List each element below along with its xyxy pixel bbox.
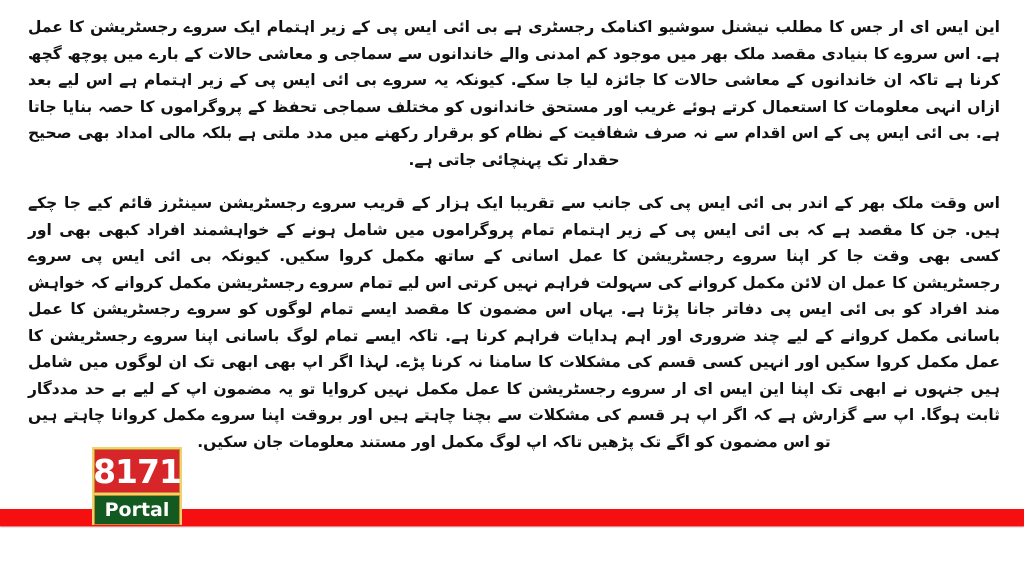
article-paragraph-2: اس وقت ملک بھر کے اندر بی ائی ایس پی کی جانب سے تقریبا ایک ہزار کے قریب سروے رجسٹریشن سینٹرز قائم کیے جا چکے ہیں. جن کا مقصد ہے کہ بی ائی ایس پی کے زیر اہتمام تمام پروگراموں میں شامل ہونے کے خواہشمند افراد کبھی بھی اور کسی بھی وقت جا کر اپنا سروے رجسٹریشن کا عمل اسانی کے ساتھ مکمل کروا سکیں. کیونکہ بی ائی ایس پی سروے رجسٹریشن کا عمل ان لائن مکمل کروانے کی سہولت فراہم نہیں کرتی اس لیے تمام سروے رجسٹریشن مکمل کروانے کہ خواہش مند افراد کو بی ائی ایس پی دفاتر جانا پڑتا ہے. یہاں اس مضمون کا مقصد ایسے تمام لوگوں کو سروے رجسٹریشن کا عمل باسانی مکمل کروانے کے لیے چند ضروری اور اہم ہدایات فراہم کرنا ہے. تاکہ ایسے تمام لوگ باسانی اپنا سروے رجسٹریشن کا عمل مکمل کروا سکیں اور انہیں کسی قسم کی مشکلات کا سامنا نہ کرنا پڑے. لہذا اگر اپ بھی ابھی تک ان لوگوں میں شامل ہیں جنہوں نے ابھی تک اپنا این ایس ای ار سروے رجسٹریشن کا عمل مکمل نہیں کروایا تو یہ مضمون اپ کے لیے بے حد مددگار ثابت ہوگا. اپ سے گزارش ہے کہ اگر اپ ہر قسم کی مشکلات سے بچنا چاہتے ہیں اور بروقت اپنا سروے مکمل کروانا چاہتے ہیں تو اس مضمون کو اگے تک پڑھیں تاکہ اپ لوگ مکمل اور مستند معلومات جان سکیں. [28,194,1000,451]
portal-logo [92,447,182,525]
logo-label: Portal [94,495,180,525]
article-paragraph-1: این ایس ای ار جس کا مطلب نیشنل سوشیو اکنامک رجسٹری ہے بی ائی ایس پی کے زیر اہتمام ایک سروے رجسٹریشن کا عمل ہے. اس سروے کا بنیادی مقصد ملک بھر میں موجود کم امدنی والے خاندانوں سے سماجی و معاشی حالات کے بارے میں پوچھ گچھ کرنا ہے تاکہ ان خاندانوں کے معاشی حالات کا جائزہ لیا جا سکے. کیونکہ یہ سروے بی ائی ایس پی کے زیر اہتمام ہے اس لیے بعد ازاں انہی معلومات کا استعمال کرتے ہوئے غریب اور مستحق خاندانوں کو مختلف سماجی تحفظ کے پروگراموں کا حصہ بنایا جاتا ہے. بی ائی ایس پی کے اس اقدام سے نہ صرف شفافیت کے نظام کو برقرار رکھنے میں مدد ملتی ہے بلکہ مالی امداد بھی صحیح حقدار تک پہنچائی جاتی ہے. [28,18,1000,169]
logo-number: 8171 [94,449,180,493]
